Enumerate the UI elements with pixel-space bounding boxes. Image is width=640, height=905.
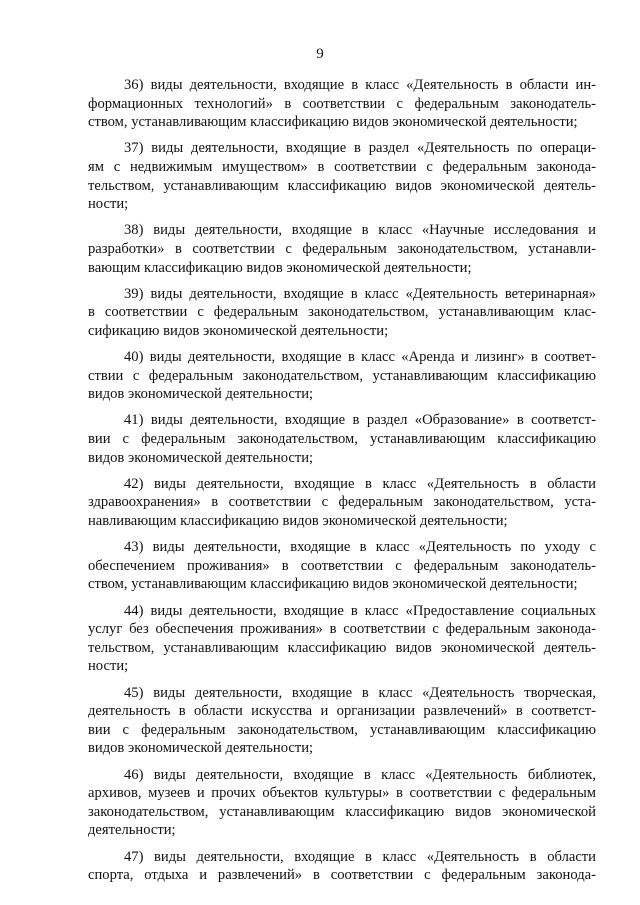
paragraph-line: архивов, музеев и прочих объектов культуры» в соответствии с федеральным (88, 785, 596, 802)
list-item-paragraph (88, 538, 596, 594)
list-item-paragraph (88, 684, 596, 758)
paragraph-line: законодательством, устанавливающим классификацию видов экономической (88, 803, 596, 820)
paragraph-line: ям с недвижимым имуществом» в соответствии с федеральным законода- (88, 158, 596, 175)
paragraph-line: спорта, отдыха и развлечений» в соответствии с федеральным законода- (88, 867, 596, 884)
paragraph-line: 36) виды деятельности, входящие в класс «Деятельность в области ин- (124, 77, 596, 93)
paragraph-line: вии с федеральным законодательством, устанавливающим классификацию (88, 721, 596, 738)
paragraph-line: 45) виды деятельности, входящие в класс «Деятельность творческая, (124, 684, 596, 701)
list-item-paragraph (88, 848, 596, 885)
paragraph-line: 40) виды деятельности, входящие в класс «Аренда и лизинг» в соответ- (124, 349, 596, 366)
paragraph-line: услуг без обеспечения проживания» в соответствии с федеральным законода- (88, 621, 596, 638)
paragraph-line: формационных технологий» в соответствии с федеральным законодатель- (88, 95, 596, 112)
paragraph-line: ством, устанавливающим классификацию видов экономической деятельности; (88, 576, 578, 593)
paragraph-line: 44) виды деятельности, входящие в класс «Предоставление социальных (124, 602, 596, 619)
paragraph-line: здравоохранения» в соответствии с федеральным законодательством, уста- (88, 494, 596, 511)
paragraph-line: 38) виды деятельности, входящие в класс «Научные исследования и (124, 222, 596, 239)
list-item-paragraph (88, 475, 596, 531)
paragraph-line: навливающим классификацию видов экономической деятельности; (88, 513, 508, 530)
document-body (88, 76, 596, 892)
list-item-paragraph (88, 411, 596, 467)
paragraph-line: 41) виды деятельности, входящие в раздел «Образование» в соответст- (124, 412, 596, 429)
list-item-paragraph (88, 602, 596, 676)
list-item-paragraph (88, 76, 596, 132)
list-item-paragraph (88, 766, 596, 840)
paragraph-line: ности; (88, 658, 129, 675)
paragraph-line: 42) виды деятельности, входящие в класс «Деятельность в области (124, 475, 596, 492)
paragraph-line: 43) виды деятельности, входящие в класс «Деятельность по уходу с (124, 539, 596, 556)
paragraph-line: 47) виды деятельности, входящие в класс «Деятельность в области (124, 848, 596, 865)
paragraph-line: сификацию видов экономической деятельности; (88, 322, 389, 339)
paragraph-line: ности; (88, 196, 129, 213)
paragraph-line: 39) виды деятельности, входящие в класс «Деятельность ветеринарная» (124, 285, 596, 302)
paragraph-line: вии с федеральным законодательством, устанавливающим классификацию (88, 431, 596, 448)
paragraph-line: деятельность в области искусства и организации развлечений» в соответст- (88, 703, 596, 720)
paragraph-line: деятельности; (88, 822, 176, 839)
paragraph-line: обеспечением проживания» в соответствии с федеральным законодатель- (88, 557, 596, 574)
page-number: 9 (316, 46, 324, 62)
list-item-paragraph (88, 221, 596, 277)
list-item-paragraph (88, 139, 596, 213)
paragraph-line: видов экономической деятельности; (88, 449, 314, 466)
paragraph-line: ством, устанавливающим классификацию видов экономической деятельности; (88, 114, 578, 131)
paragraph-line: вающим классификацию видов экономической деятельности; (88, 259, 472, 276)
paragraph-line: тельством, устанавливающим классификацию видов экономической деятель- (88, 639, 596, 656)
paragraph-line: тельством, устанавливающим классификацию видов экономической деятель- (88, 177, 596, 194)
paragraph-line: 46) виды деятельности, входящие в класс «Деятельность библиотек, (124, 766, 596, 783)
list-item-paragraph (88, 285, 596, 341)
paragraph-line: 37) виды деятельности, входящие в раздел «Деятельность по операци- (124, 140, 596, 157)
paragraph-line: видов экономической деятельности; (88, 386, 314, 403)
paragraph-line: видов экономической деятельности; (88, 740, 314, 757)
paragraph-line: ствии с федеральным законодательством, устанавливающим классификацию (88, 367, 596, 384)
list-item-paragraph (88, 348, 596, 404)
paragraph-line: разработки» в соответствии с федеральным законодательством, устанавли- (88, 240, 596, 257)
paragraph-line: в соответствии с федеральным законодательством, устанавливающим клас- (88, 304, 596, 321)
